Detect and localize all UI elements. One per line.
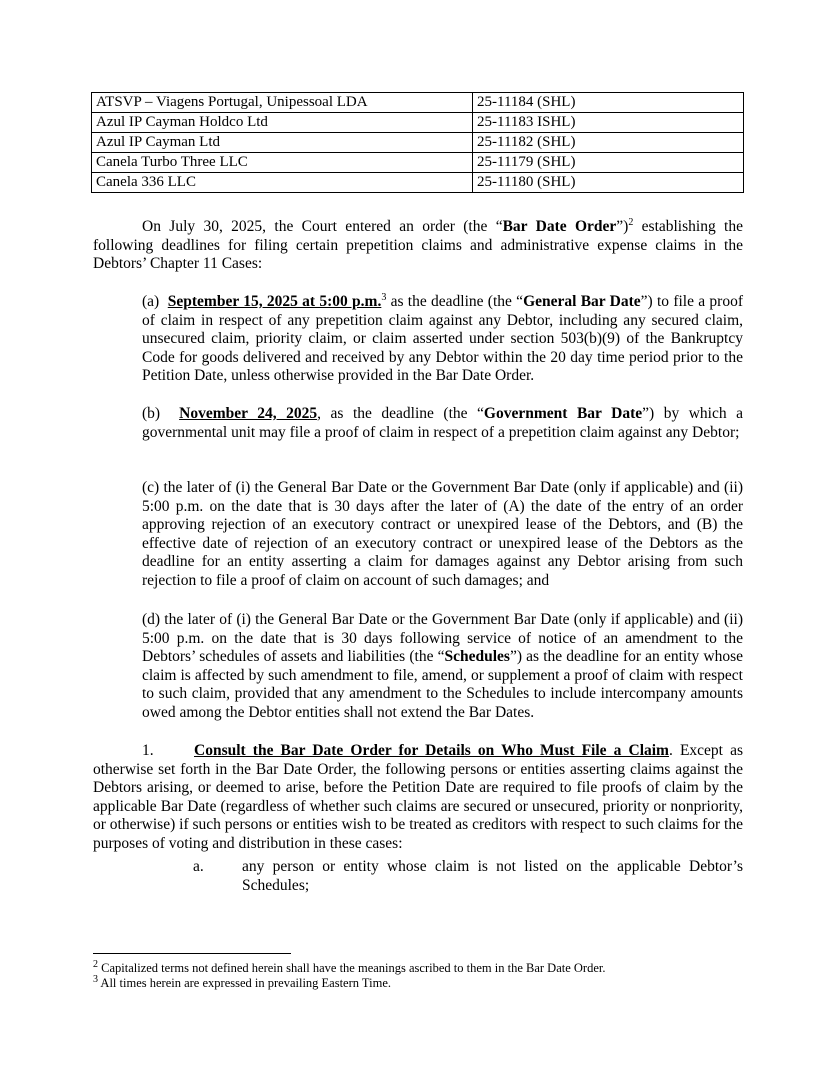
defined-term: General Bar Date bbox=[523, 293, 641, 310]
case-number: 25-11179 (SHL) bbox=[473, 153, 744, 173]
table-row bbox=[92, 93, 744, 113]
debtor-table bbox=[91, 92, 744, 193]
table-row bbox=[92, 113, 744, 133]
footnote-divider bbox=[93, 953, 291, 954]
deadline-item-c: (c) the later of (i) the General Bar Date or the Government Bar Date (only if applicable) and (ii) 5:00 p.m. on the date that is 30 days after the later of (A) the date of the entry of an order approving rejection of an executory contract or unexpired lease of the Debtors, and (B) the effective date of rejection of an executory contract or unexpired lease of the Debtors as the deadline for an entity asserting a claim for damages against any Debtor arising from such rejection to file a proof of claim on account of such damages; and bbox=[142, 479, 743, 589]
table-row bbox=[92, 133, 744, 153]
table-row bbox=[92, 173, 744, 193]
debtor-name: Canela Turbo Three LLC bbox=[92, 153, 473, 173]
footnote-mark: 2 bbox=[93, 958, 98, 970]
deadline-date: September 15, 2025 at 5:00 p.m. bbox=[167, 293, 382, 310]
deadline-date: November 24, 2025 bbox=[179, 405, 318, 422]
footnote-2: $^2$ Capitalized terms not defined herein shall have the meanings ascribed to them in the Bar Date Order. bbox=[93, 958, 606, 975]
deadline-item-b: (b) November 24, 2025, as the deadline (the “Government Bar Date”) by which a governmental unit may file a proof of claim in respect of a prepetition claim against any Debtor; bbox=[142, 405, 743, 441]
footnote-3: $^3$ All times herein are expressed in prevailing Eastern Time. bbox=[93, 973, 391, 990]
debtor-name: Azul IP Cayman Holdco Ltd bbox=[92, 113, 473, 133]
case-number: 25-11183 ISHL) bbox=[473, 113, 744, 133]
footnote-ref: 3 bbox=[381, 291, 387, 303]
section-number: 1. bbox=[142, 742, 154, 759]
list-letter: a. bbox=[193, 858, 204, 875]
deadline-item-d: (d) the later of (i) the General Bar Date or the Government Bar Date (only if applicable) and (ii) 5:00 p.m. on the date that is 30 days following service of notice of an amendment to the Debtors’ schedules of assets and liabilities (the “Schedules”) as the deadline for an entity whose claim is affected by such amendment to file, amend, or supplement a proof of claim with respect to such claim, provided that any amendment to the Schedules to include intercompany amounts owed among the Debtor entities shall not extend the Bar Dates. bbox=[142, 611, 743, 721]
case-number: 25-11180 (SHL) bbox=[473, 173, 744, 193]
debtor-name: Azul IP Cayman Ltd bbox=[92, 133, 473, 153]
defined-term: Bar Date Order bbox=[502, 218, 617, 235]
deadline-item-a: (a) September 15, 2025 at 5:00 p.m.$^3$ as the deadline (the “General Bar Date”) to file a proof of claim in respect of any prepetition claim against any Debtor, including any secured claim, unsecured claim, priority claim, or claim asserted under section 503(b)(9) of the Bankruptcy Code for goods delivered and received by any Debtor within the 20 day time period prior to the Petition Date, unless otherwise provided in the Bar Date Order. bbox=[142, 291, 743, 384]
table-row bbox=[92, 153, 744, 173]
section-heading: Consult the Bar Date Order for Details on Who Must File a Claim bbox=[194, 742, 669, 759]
intro-paragraph: On July 30, 2025, the Court entered an order (the “Bar Date Order”)$^2$ establishing the following deadlines for filing certain prepetition claims and administrative expense claims in the Debtors’ Chapter 11 Cases: bbox=[93, 216, 743, 272]
debtor-name: ATSVP – Viagens Portugal, Unipessoal LDA bbox=[92, 93, 473, 113]
list-item-text: any person or entity whose claim is not listed on the applicable Debtor’s Schedules; bbox=[242, 858, 743, 894]
footnote-ref: 2 bbox=[628, 216, 634, 228]
footnote-mark: 3 bbox=[93, 973, 98, 985]
defined-term: Government Bar Date bbox=[483, 405, 643, 422]
section-1-paragraph: 1. Consult the Bar Date Order for Details on Who Must File a Claim. Except as otherwise set forth in the Bar Date Order, the following persons or entities asserting claims against the Debtors arising, or deemed to arise, before the Petition Date are required to file proofs of claim by the applicable Bar Date (regardless of whether such claims are secured or unsecured, priority or nonpriority, or otherwise) if such persons or entities wish to be treated as creditors with respect to such claims for the purposes of voting and distribution in these cases: bbox=[93, 742, 744, 852]
case-number: 25-11184 (SHL) bbox=[473, 93, 744, 113]
defined-term: Schedules bbox=[444, 648, 510, 665]
debtor-name: Canela 336 LLC bbox=[92, 173, 473, 193]
case-number: 25-11182 (SHL) bbox=[473, 133, 744, 153]
